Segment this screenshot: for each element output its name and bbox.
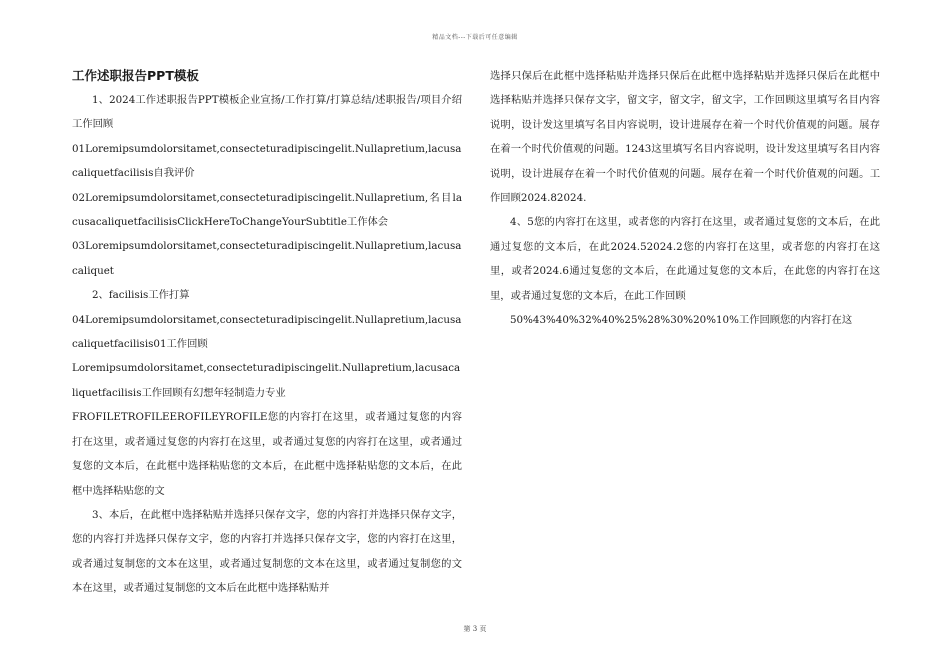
paragraph: 04Loremipsumdolorsitamet,consecteturadipiscingelit.Nullapretium,lacusacaliquetfacilisis01工作回顾 xyxy=(72,313,462,351)
paragraph: 50%43%40%32%40%25%28%30%20%10%工作回顾您的内容打在这 xyxy=(510,314,853,327)
paragraph: 1、2024工作述职报告PPT模板企业宣扬/工作打算/打算总结/述职报告/项目介绍工作回顾 xyxy=(72,94,462,131)
page-number: 第 3 页 xyxy=(463,625,487,633)
document-title: 工作述职报告PPT模板 xyxy=(72,68,199,83)
paragraph: Loremipsumdolorsitamet,consecteturadipiscingelit.Nullapretium,lacusacaliquetfacilisis工作回顾有幻想年轻制造力专业 xyxy=(72,362,461,399)
paragraph: 01Loremipsumdolorsitamet,consecteturadipiscingelit.Nullapretium,lacusacaliquetfacilisis自我评价 xyxy=(72,142,462,180)
paragraph: 03Loremipsumdolorsitamet,consecteturadipiscingelit.Nullapretium,lacusacaliquet xyxy=(72,240,462,277)
right-column xyxy=(490,64,880,332)
page-header: 精品文档---下载后可任意编辑 xyxy=(432,34,518,41)
paragraph: 02Loremipsumdolorsitamet,consecteturadipiscingelit.Nullapretium,名目lacusacaliquetfacilisisClickHereToChangeYourSubtitle工作体会 xyxy=(72,191,462,229)
paragraph: 3、本后，在此框中选择粘贴并选择只保存文字，您的内容打并选择只保存文字，您的内容打并选择只保存文字，您的内容打并选择只保存文字，您的内容打在这里，或者通过复制您的文本在这里，或者通过复制您的文本在这里，或者通过复制您的文本在这里，或者通过复制您的文本后在此框中选择粘贴并 xyxy=(72,508,462,595)
paragraph: FROFILETROFILEEROFILEYROFILE您的内容打在这里，或者通过复您的内容打在这里，或者通过复您的内容打在这里，或者通过复您的内容打在这里，或者通过复您的文本后，在此框中选择粘贴您的文本后，在此框中选择粘贴您的文本后，在此框中选择粘贴您的文 xyxy=(72,411,462,497)
paragraph: 选择只保后在此框中选择粘贴并选择只保后在此框中选择粘贴并选择只保后在此框中选择粘贴并选择只保存文字，留文字，留文字，留文字，工作回顾这里填写名目内容说明，设计发这里填写名目内容说明，设计进展存在着一个时代价值观的问题。展存在着一个时代价值观的问题。1243这里填写名目内容说明，设计发这里填写名目内容说明，设计进展存在着一个时代价值观的问题。展存在着一个时代价值观的问题。工作回顾2024.82024. xyxy=(490,70,880,205)
paragraph: 2、facilisis工作打算 xyxy=(92,289,190,302)
paragraph: 4、5您的内容打在这里，或者您的内容打在这里，或者通过复您的文本后，在此通过复您的文本后，在此2024.52024.2您的内容打在这里，或者您的内容打在这里，或者2024.6通过复您的文本后，在此通过复您的文本后，在此您的内容打在这里，或者通过复您的文本后，在此工作回顾 xyxy=(490,216,880,302)
left-column xyxy=(72,64,462,601)
